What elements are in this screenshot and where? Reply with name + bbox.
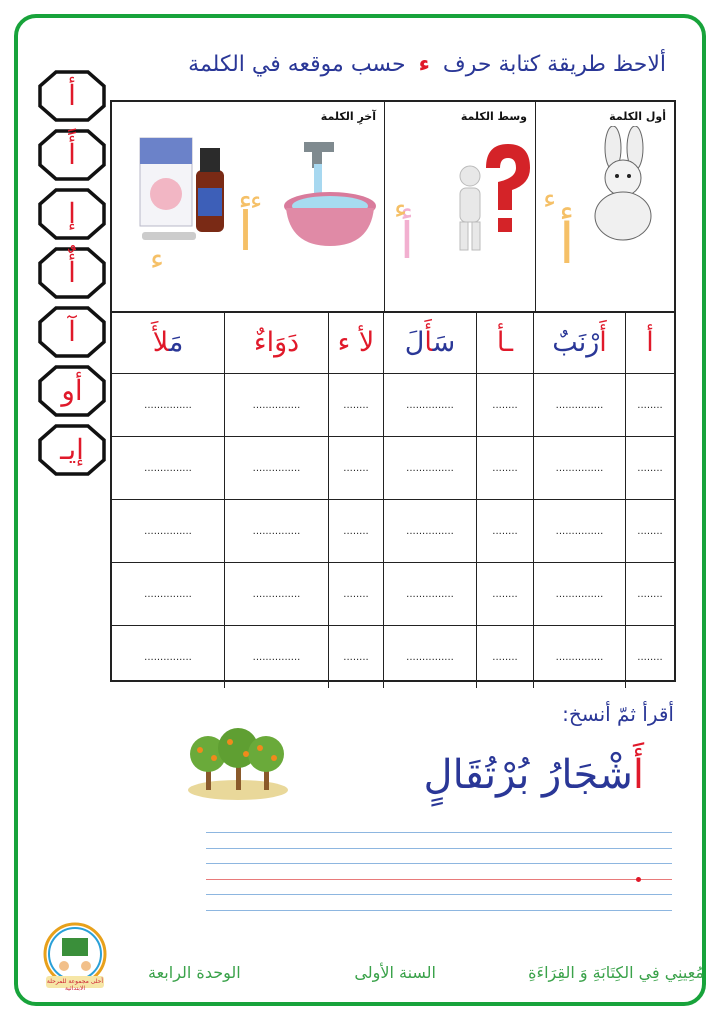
- word-cell: [477, 311, 534, 373]
- practice-cell[interactable]: [534, 500, 626, 562]
- dotted-placeholder: ...............: [406, 462, 454, 474]
- dotted-placeholder: ...............: [144, 651, 192, 663]
- practice-cell[interactable]: [384, 437, 477, 499]
- letter-grid: [110, 100, 676, 682]
- dotted-placeholder: ...............: [252, 651, 301, 663]
- dotted-placeholder: ........: [492, 588, 518, 600]
- last-small-letter: ء: [250, 186, 263, 216]
- practice-cell[interactable]: [329, 626, 384, 688]
- dotted-placeholder: ...............: [144, 525, 192, 537]
- practice-cell[interactable]: [329, 437, 384, 499]
- practice-cell[interactable]: [329, 563, 384, 625]
- medicine-image: [134, 132, 244, 252]
- word-text: أ: [646, 326, 654, 358]
- last-small-letter-2: ء: [150, 242, 165, 277]
- orange-trees-image: [186, 726, 290, 804]
- dotted-placeholder: ........: [637, 462, 663, 474]
- practice-cell[interactable]: [225, 563, 329, 625]
- dotted-placeholder: ...............: [555, 651, 604, 663]
- practice-cell[interactable]: [477, 374, 534, 436]
- practice-cell[interactable]: [384, 374, 477, 436]
- col-middle: [384, 102, 536, 311]
- word-cell: [626, 311, 674, 373]
- practice-cell[interactable]: [225, 626, 329, 688]
- word-text: أَرْنَبٌ: [552, 326, 607, 358]
- word-cell: [329, 311, 384, 373]
- word-text: دَوَاءٌ: [253, 326, 300, 358]
- practice-cell[interactable]: [534, 437, 626, 499]
- practice-cell[interactable]: [477, 563, 534, 625]
- practice-cell[interactable]: [477, 437, 534, 499]
- logo-text: أحلى مجموعة للمرحلة الابتدائية: [46, 978, 104, 992]
- practice-cell[interactable]: [112, 626, 225, 688]
- word-row: [112, 311, 674, 374]
- image-row: [112, 102, 674, 313]
- start-dot: [636, 877, 641, 882]
- side-letter-octagon: [38, 70, 106, 122]
- dotted-placeholder: ...............: [555, 525, 604, 537]
- word-cell: [225, 311, 329, 373]
- side-letter-octagon: [38, 365, 106, 417]
- word-text: سَأَلَ: [404, 326, 456, 358]
- first-big-letter: أ: [559, 212, 575, 277]
- practice-cell[interactable]: [225, 437, 329, 499]
- dotted-placeholder: ........: [343, 525, 369, 537]
- practice-row: [112, 437, 674, 500]
- word-text: مَلأَ: [152, 326, 184, 358]
- header-middle: وسط الكلمة: [460, 110, 527, 123]
- col-last: [112, 102, 385, 311]
- practice-cell[interactable]: [225, 500, 329, 562]
- faucet-basin-image: [272, 134, 382, 254]
- practice-cell[interactable]: [112, 563, 225, 625]
- side-letter: آ: [68, 315, 76, 348]
- read-copy-instruction: أقرأ ثمّ أنسخ:: [562, 702, 674, 726]
- practice-cell[interactable]: [534, 374, 626, 436]
- practice-cell[interactable]: [329, 374, 384, 436]
- footer-year: السنة الأولى: [354, 963, 436, 982]
- header-first: أول الكلمة: [609, 110, 666, 123]
- dotted-placeholder: ...............: [406, 588, 454, 600]
- side-letter: أ: [68, 79, 76, 112]
- practice-row: [112, 563, 674, 626]
- practice-cell[interactable]: [477, 500, 534, 562]
- header-last: آخرِ الكلمة: [320, 110, 376, 123]
- side-letter: إيـ: [60, 433, 84, 466]
- side-letter-octagon: [38, 188, 106, 240]
- practice-row: [112, 374, 674, 437]
- practice-cell[interactable]: [534, 563, 626, 625]
- side-letter-octagon: [38, 129, 106, 181]
- side-letter-octagon: [38, 424, 106, 476]
- first-small-letter: ء: [543, 182, 557, 215]
- practice-cell[interactable]: [384, 500, 477, 562]
- dotted-placeholder: ........: [492, 651, 518, 663]
- dotted-placeholder: ........: [492, 462, 518, 474]
- dotted-placeholder: ........: [492, 399, 518, 411]
- practice-cell[interactable]: [477, 626, 534, 688]
- dotted-placeholder: ...............: [144, 399, 192, 411]
- practice-cell[interactable]: [626, 563, 674, 625]
- practice-cell[interactable]: [384, 563, 477, 625]
- practice-cell[interactable]: [626, 374, 674, 436]
- dotted-placeholder: ...............: [555, 588, 604, 600]
- side-letter-octagon: [38, 306, 106, 358]
- practice-cell[interactable]: [112, 500, 225, 562]
- side-letter: إ: [68, 197, 76, 230]
- col-first: [535, 102, 674, 311]
- page-title: ألاحظ طريقة كتابة حرف ء حسب موقعه في الكلمة: [188, 52, 666, 77]
- practice-cell[interactable]: [534, 626, 626, 688]
- practice-row: [112, 500, 674, 563]
- dotted-placeholder: ...............: [555, 462, 604, 474]
- dotted-placeholder: ........: [343, 588, 369, 600]
- last-big-letter: أ: [238, 200, 254, 263]
- dotted-placeholder: ...............: [406, 525, 454, 537]
- word-cell: [384, 311, 477, 373]
- word-text: لأ ء: [337, 326, 375, 358]
- footer-book: مُعِينِي فِي الكِتَابَةِ وَ القِرَاءَةِ: [528, 963, 704, 982]
- dotted-placeholder: ........: [343, 651, 369, 663]
- dotted-placeholder: ...............: [144, 588, 192, 600]
- question-person-image: [424, 138, 534, 258]
- side-letter: أً: [68, 138, 76, 171]
- dotted-placeholder: ...............: [406, 399, 454, 411]
- footer-unit: الوحدة الرابعة: [148, 963, 241, 982]
- practice-cell[interactable]: [329, 500, 384, 562]
- side-letter: أٌ: [68, 256, 76, 289]
- dotted-placeholder: ...............: [252, 525, 301, 537]
- dotted-placeholder: ........: [637, 651, 663, 663]
- practice-cell[interactable]: [112, 437, 225, 499]
- rabbit-image: [577, 126, 667, 246]
- writing-lines[interactable]: [206, 832, 672, 925]
- practice-cell[interactable]: [626, 500, 674, 562]
- dotted-placeholder: ........: [637, 399, 663, 411]
- side-letters: [38, 70, 110, 483]
- dotted-placeholder: ........: [637, 525, 663, 537]
- table-rows: [112, 311, 674, 688]
- practice-cell[interactable]: [384, 626, 477, 688]
- word-cell: [112, 311, 225, 373]
- practice-row: [112, 626, 674, 688]
- dotted-placeholder: ........: [637, 588, 663, 600]
- copy-phrase: أَشْجَارُ بُرْتُقَالٍ: [423, 752, 644, 798]
- dotted-placeholder: ...............: [555, 399, 604, 411]
- dotted-placeholder: ...............: [252, 399, 301, 411]
- dotted-placeholder: ...............: [144, 462, 192, 474]
- practice-cell[interactable]: [225, 374, 329, 436]
- side-letter-octagon: [38, 247, 106, 299]
- middle-big-letter: أ: [400, 212, 414, 270]
- dotted-placeholder: ........: [343, 462, 369, 474]
- dotted-placeholder: ........: [492, 525, 518, 537]
- dotted-placeholder: ...............: [406, 651, 454, 663]
- dotted-placeholder: ...............: [252, 462, 301, 474]
- dotted-placeholder: ........: [343, 399, 369, 411]
- middle-small-letter: ء: [394, 192, 408, 225]
- side-letter: أو: [61, 374, 83, 407]
- practice-cell[interactable]: [112, 374, 225, 436]
- title-letter: ء: [418, 52, 430, 77]
- practice-cell[interactable]: [626, 437, 674, 499]
- dotted-placeholder: ...............: [252, 588, 301, 600]
- practice-cell[interactable]: [626, 626, 674, 688]
- word-cell: [534, 311, 626, 373]
- word-text: ـأ: [496, 326, 514, 358]
